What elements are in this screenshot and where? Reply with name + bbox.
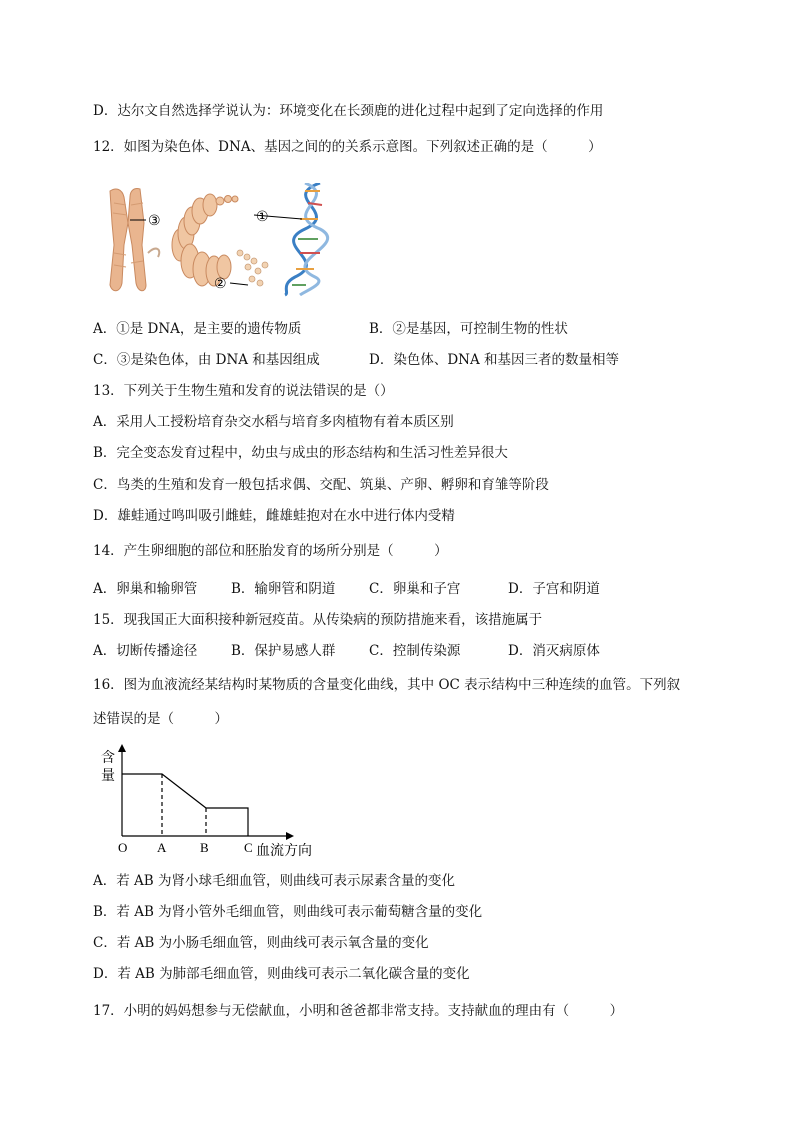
q16-option-b: B．若 AB 为肾小管外毛细血管，则曲线可表示葡萄糖含量的变化 [93,904,483,920]
content-curve [122,774,248,836]
q12-option-c: C．③是染色体，由 DNA 和基因组成 [93,352,320,368]
q13-option-b: B．完全变态发育过程中，幼虫与成虫的形态结构和生活习性差异很大 [93,445,508,461]
q15-option-c: C．控制传染源 [369,643,461,659]
label-o: O [118,840,128,855]
x-axis-arrow [286,832,294,840]
chromosome-dna-gene-figure [100,183,340,298]
q15-option-b: B．保护易感人群 [231,643,336,659]
q14-stem: 14．产生卵细胞的部位和胚胎发育的场所分别是（ ） [93,543,448,559]
q15-option-a: A．切断传播途径 [93,643,198,659]
q14-option-b: B．输卵管和阴道 [231,581,336,597]
q13-option-d: D．雄蛙通过鸣叫吸引雌蛙，雌雄蛙抱对在水中进行体内受精 [93,508,455,524]
label-c: C [244,840,253,855]
xlabel: 血流方向 [256,843,312,859]
label-a: A [157,840,167,855]
ylabel-part2: 量 [101,768,115,784]
q16-option-c: C．若 AB 为小肠毛细血管，则曲线可表示氧含量的变化 [93,935,429,951]
dna-helix-shape [285,183,328,295]
chromosome-shape [110,188,146,290]
q12-option-b: B．②是基因，可控制生物的性状 [369,321,568,337]
q12-option-a: A．①是 DNA，是主要的遗传物质 [93,321,302,337]
label-b: B [200,840,209,855]
nucleosome-beads-shape [237,250,268,286]
q14-option-d: D．子宫和阴道 [508,581,600,597]
q16-option-a: A．若 AB 为肾小球毛细血管，则曲线可表示尿素含量的变化 [93,873,456,889]
q16-stem-line1: 16．图为血液流经某结构时某物质的含量变化曲线，其中 OC 表示结构中三种连续的血管。下列叙 [93,677,681,693]
q17-stem: 17．小明的妈妈想参与无偿献血，小明和爸爸都非常支持。支持献血的理由有（ ） [93,1003,624,1019]
label-3: ③ [148,213,161,229]
q11-option-d: D．达尔文自然选择学说认为：环境变化在长颈鹿的进化过程中起到了定向选择的作用 [93,103,604,119]
q15-stem: 15．现我国正大面积接种新冠疫苗。从传染病的预防措施来看，该措施属于 [93,612,543,628]
strand-shape [148,249,159,257]
label-1: ① [256,209,269,225]
q13-option-a: A．采用人工授粉培育杂交水稻与培育多肉植物有着本质区别 [93,414,454,430]
y-axis-arrow [118,744,126,752]
label-2: ② [214,276,227,292]
q13-stem: 13．下列关于生物生殖和发育的说法错误的是（） [93,383,394,399]
q14-option-a: A．卵巢和输卵管 [93,581,198,597]
q12-option-d: D．染色体、DNA 和基因三者的数量相等 [369,352,620,368]
q13-option-c: C．鸟类的生殖和发育一般包括求偶、交配、筑巢、产卵、孵卵和育雏等阶段 [93,477,549,493]
q12-stem: 12．如图为染色体、DNA、基因之间的的关系示意图。下列叙述正确的是（ ） [93,139,602,155]
ylabel-part1: 含 [101,750,115,766]
q16-option-d: D．若 AB 为肺部毛细血管，则曲线可表示二氧化碳含量的变化 [93,966,470,982]
q14-option-c: C．卵巢和子宫 [369,581,461,597]
coiled-fiber-shape [172,194,238,286]
q15-option-d: D．消灭病原体 [508,643,600,659]
q16-stem-line2: 述错误的是（ ） [93,711,228,727]
blood-content-graph [98,742,328,862]
